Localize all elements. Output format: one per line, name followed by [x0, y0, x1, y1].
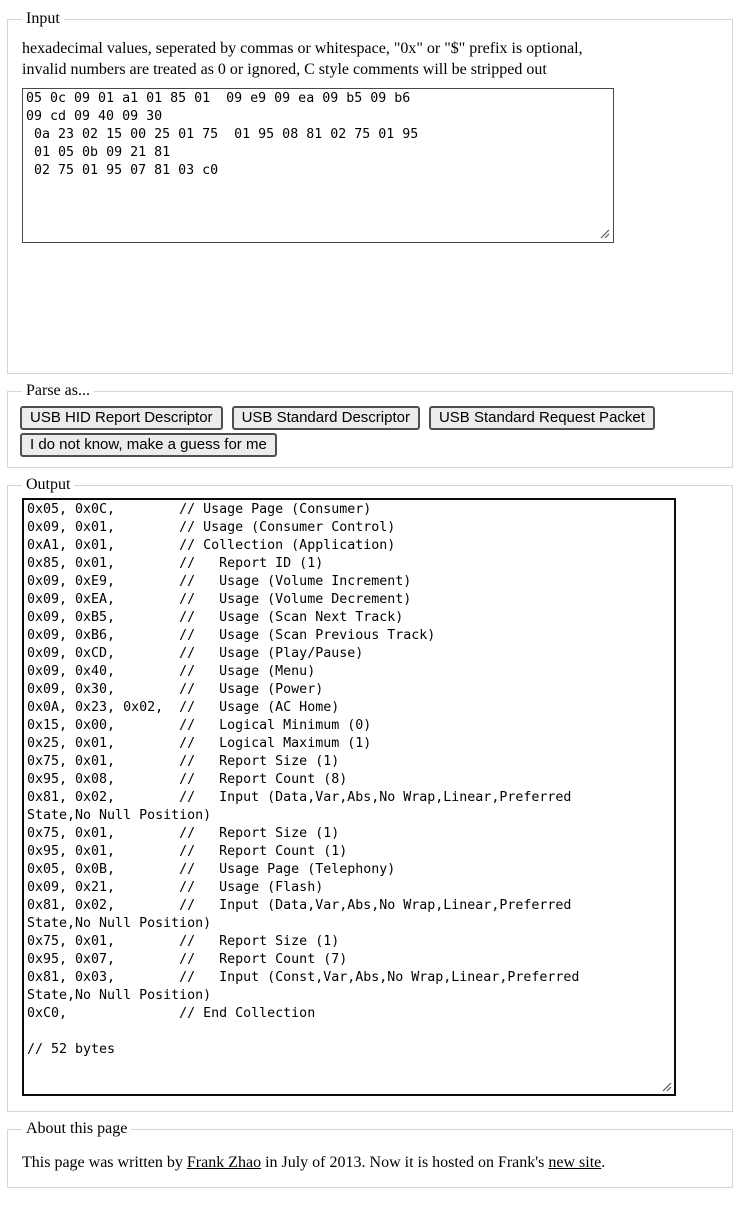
frank-zhao-link[interactable]: Frank Zhao	[186, 1154, 262, 1171]
about-text	[22, 1154, 720, 1172]
parse-guess-button[interactable]: I do not know, make a guess for me	[20, 433, 277, 457]
parse-usb-standard-request-packet-button[interactable]: USB Standard Request Packet	[429, 406, 655, 430]
parse-usb-hid-report-descriptor-button[interactable]: USB HID Report Descriptor	[20, 406, 223, 430]
about-text-suffix: .	[601, 1154, 606, 1171]
about-section	[7, 1120, 733, 1188]
parse-as-section	[7, 382, 733, 468]
about-text-prefix: This page was written by	[22, 1154, 187, 1171]
output-wrapper	[22, 498, 676, 1096]
hex-input-wrapper	[22, 88, 614, 243]
about-legend: About this page	[26, 1120, 128, 1137]
output-textarea[interactable]	[22, 498, 676, 1096]
hex-input-textarea[interactable]	[22, 88, 614, 243]
input-description-line2: invalid numbers are treated as 0 or ignored, C style comments will be stripped out	[22, 61, 547, 78]
parse-usb-standard-descriptor-button[interactable]: USB Standard Descriptor	[232, 406, 420, 430]
parse-as-legend: Parse as...	[26, 382, 90, 399]
parse-buttons-row-1	[20, 406, 720, 430]
parse-buttons-row-2	[20, 433, 720, 457]
output-legend: Output	[26, 476, 71, 493]
input-description	[22, 38, 720, 80]
about-text-middle: in July of 2013. Now it is hosted on Frank's	[261, 1154, 549, 1171]
new-site-link[interactable]: new site	[548, 1154, 602, 1171]
input-description-line1: hexadecimal values, seperated by commas or whitespace, "0x" or "$" prefix is optional,	[22, 40, 583, 57]
input-legend: Input	[26, 10, 60, 27]
output-section	[7, 476, 733, 1112]
input-section	[7, 10, 733, 374]
